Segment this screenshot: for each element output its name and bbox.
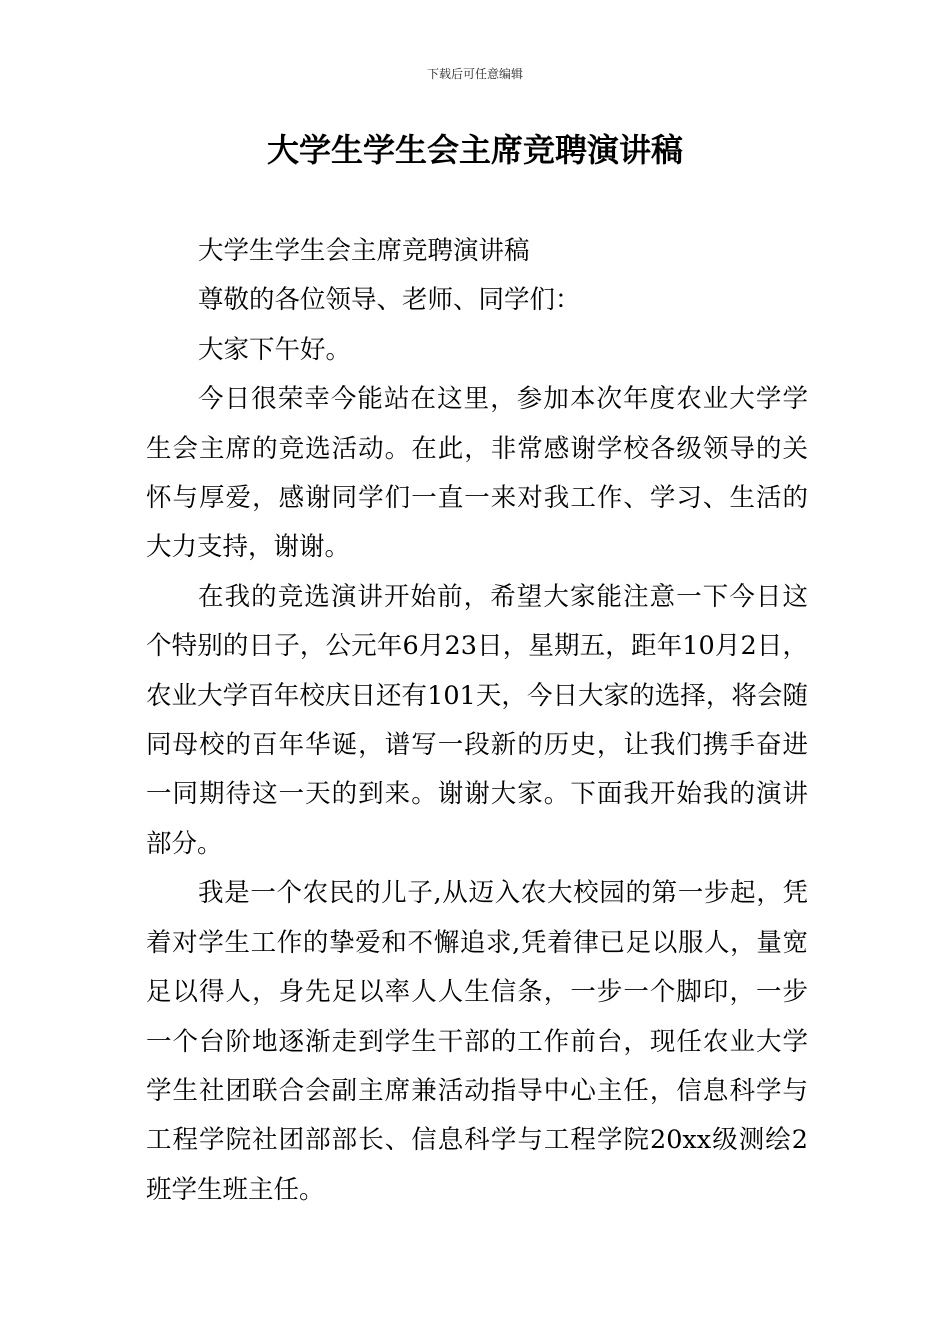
paragraph-greeting: 大家下午好。 bbox=[198, 334, 352, 365]
header-note: 下载后可任意编辑 bbox=[426, 67, 523, 81]
paragraph-background: 我是一个农民的儿子,从迈入农大校园的第一步起，凭着对学生工作的挚爱和不懈追求,凭着律已足以服人，量宽足以得人，身先足以率人人生信条，一步一个脚印，一步一个台阶地逐渐走到学生干部的工作前台，现任农业大学学生社团联合会副主席兼活动指导中心主任，信息科学与工程学院社团部部长、信息科学与工程学院20xx级测绘2班学生班主任。 bbox=[146, 878, 808, 1205]
paragraph-intro: 今日很荣幸今能站在这里，参加本次年度农业大学学生会主席的竞选活动。在此，非常感谢学校各级领导的关怀与厚爱，感谢同学们一直一来对我工作、学习、生活的大力支持，谢谢。 bbox=[146, 384, 808, 563]
document-body bbox=[146, 227, 808, 1215]
paragraph-date: 在我的竞选演讲开始前，希望大家能注意一下今日这个特别的日子，公元年6月23日，星期五，距年10月2日，农业大学百年校庆日还有101天，今日大家的选择，将会随同母校的百年华诞，谱写一段新的历史，让我们携手奋进一同期待这一天的到来。谢谢大家。下面我开始我的演讲部分。 bbox=[146, 581, 808, 859]
document-title: 大学生学生会主席竞聘演讲稿 bbox=[266, 131, 683, 169]
paragraph-salutation: 尊敬的各位领导、老师、同学们： bbox=[198, 285, 581, 316]
paragraph-subtitle: 大学生学生会主席竞聘演讲稿 bbox=[198, 236, 530, 266]
